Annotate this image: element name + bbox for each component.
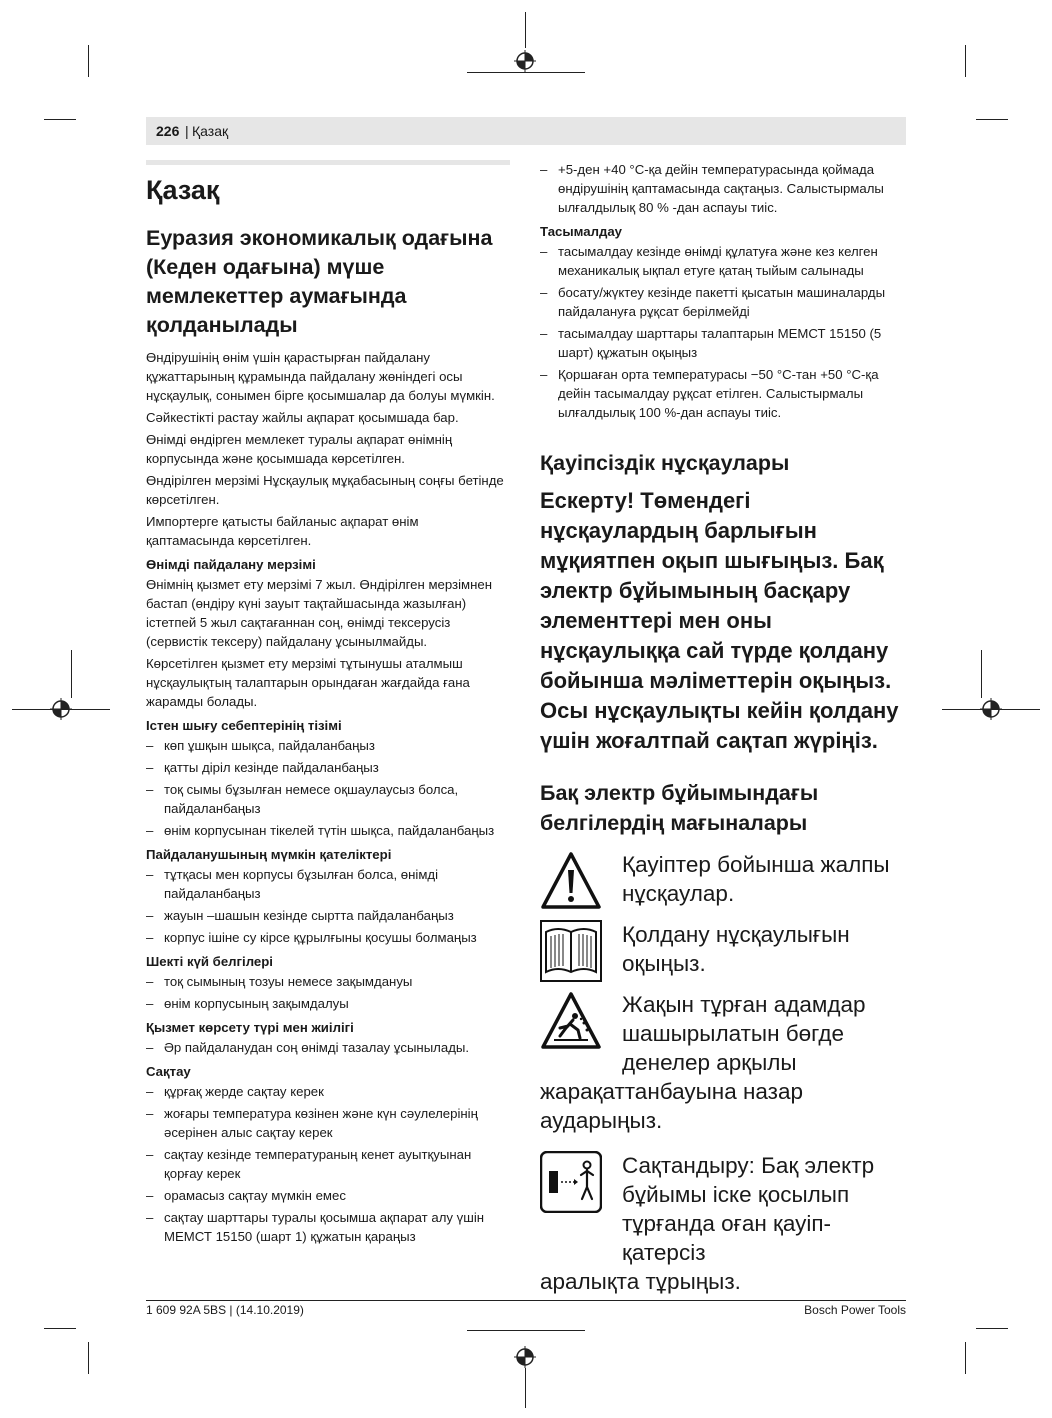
left-column xyxy=(146,160,510,1249)
page-number: 226 xyxy=(156,123,180,139)
symbol-row xyxy=(540,850,906,912)
footer-brand: Bosch Power Tools xyxy=(804,1303,906,1317)
symbol-row xyxy=(540,920,906,982)
symbol-row xyxy=(540,990,906,1077)
warning-triangle-icon xyxy=(540,850,602,912)
subheading-limit-signs: Шекті күй белгілері xyxy=(146,954,273,969)
crop-mark xyxy=(965,45,966,77)
symbol-text-continued: жарақаттанбауына назар аударыңыз. xyxy=(540,1079,804,1133)
intro-paragraph: Импортерге қатысты байланыс ақпарат өнім қаптамасында көрсетілген. xyxy=(146,514,419,548)
subheading-service: Қызмет көрсету түрі мен жиілігі xyxy=(146,1020,354,1035)
safety-heading: Қауіпсіздік нұсқаулары xyxy=(540,451,790,475)
list-item: – көп ұшқын шықса, пайдаланбаңыз xyxy=(146,736,510,755)
list-item: – корпус ішіне су кірсе құрылғыны қосушы болмаңыз xyxy=(146,928,510,947)
crop-mark xyxy=(467,72,585,73)
symbol-text: Қауіптер бойынша жалпы нұсқаулар. xyxy=(622,852,890,906)
crop-mark xyxy=(71,650,72,698)
registration-mark-icon xyxy=(50,698,72,720)
crop-mark xyxy=(976,1328,1008,1329)
crop-mark xyxy=(88,1342,89,1374)
subheading-transport: Тасымалдау xyxy=(540,224,622,239)
transport-list xyxy=(540,242,906,422)
subheading-storage: Сақтау xyxy=(146,1064,191,1079)
intro-paragraph: Өндірілген мерзімі Нұсқаулық мұқабасының соңғы бетінде көрсетілген. xyxy=(146,473,504,507)
intro-paragraph: Сәйкестікті растау жайлы ақпарат қосымшада бар. xyxy=(146,410,459,425)
list-item: – тасымалдау шарттары талаптарын МЕМСТ 15150 (5 шарт) құжатын оқыңыз xyxy=(540,324,906,362)
flying-debris-icon xyxy=(540,990,602,1052)
registration-mark-icon xyxy=(514,50,536,72)
storage-list-continued xyxy=(540,160,906,217)
list-item: – сақтау кезінде температураның кенет ауытқуынан қорғау керек xyxy=(146,1145,510,1183)
list-item: – тұтқасы мен корпусы бұзылған болса, өнімді пайдаланбаңыз xyxy=(146,865,510,903)
list-item: – өнім корпусының зақымдалуы xyxy=(146,994,510,1013)
right-column xyxy=(540,160,906,1296)
list-item: – сақтау шарттары туралы қосымша ақпарат алу үшін МЕМСТ 15150 (шарт 1) құжатын қараңыз xyxy=(146,1208,510,1246)
service-life-paragraph: Көрсетілген қызмет ету мерзімі тұтынушы аталмыш нұсқаулықтың талаптарын орындаған жағдайда ғана жарамды болады. xyxy=(146,656,470,709)
registration-mark-icon xyxy=(514,1346,536,1368)
section-heading: Еуразия экономикалық одағына (Кеден одағына) мүше мемлекеттер аумағында қолданылады xyxy=(146,226,493,337)
crop-mark xyxy=(525,12,526,48)
crop-mark xyxy=(981,650,982,698)
warning-text: Ескерту! Төмендегі нұсқаулардың барлығын мұқиятпен оқып шығыңыз. Бақ электр бұйымының басқару элементтері мен оны нұсқаулыққа сай түрде қолдану бойынша мәліметтерін оқыңыз. Осы нұсқаулықты кейін қолдану үшін жоғалтпай сақтап жүріңіз. xyxy=(540,488,899,753)
list-item: – тоқ сымы бұзылған немесе оқшаулаусыз болса, пайдаланбаңыз xyxy=(146,780,510,818)
symbol-text: Жақын тұрған адамдар шашырылатын бөгде денелер арқылы xyxy=(622,992,866,1075)
crop-mark xyxy=(44,1328,76,1329)
list-item: – тасымалдау кезінде өнімді құлатуға және кез келген механикалық ықпал етуге қатаң тыйым салынады xyxy=(540,242,906,280)
header-separator: | xyxy=(185,123,189,139)
symbol-text-continued: аралықта тұрыңыз. xyxy=(540,1269,741,1294)
section-rule xyxy=(146,160,510,165)
list-item: – тоқ сымының тозуы немесе зақымдануы xyxy=(146,972,510,991)
registration-mark-icon xyxy=(980,698,1002,720)
list-item: – құрғақ жерде сақтау керек xyxy=(146,1082,510,1101)
intro-paragraph: Өнімді өндірген мемлекет туралы ақпарат өнімнің корпусында және қосымшада көрсетілген. xyxy=(146,432,453,466)
storage-list xyxy=(146,1082,510,1246)
limit-signs-list xyxy=(146,972,510,1013)
list-item: – өнім корпусынан тікелей түтін шықса, пайдаланбаңыз xyxy=(146,821,510,840)
failure-list xyxy=(146,736,510,840)
safe-distance-icon xyxy=(540,1151,602,1213)
list-item: – Әр пайдаланудан соң өнімді тазалау ұсынылады. xyxy=(146,1038,510,1057)
list-item: – жоғары температура көзінен және күн сәулелерінің әсерінен алыс сақтау керек xyxy=(146,1104,510,1142)
manual-book-icon xyxy=(540,920,602,982)
intro-paragraph: Өндірушінің өнім үшін қарастырған пайдалану құжаттарының құрамында пайдалану жөніндегі осы нұсқаулық, сонымен бірге қосымшалар да болуы мүмкін. xyxy=(146,350,495,403)
subheading-failure: Істен шығу себептерінің тізімі xyxy=(146,718,342,733)
page-title: Қазақ xyxy=(146,175,220,205)
list-item: – босату/жүктеу кезінде пакетті қысатын машиналарды пайдалануға рұқсат берілмейді xyxy=(540,283,906,321)
footer-doc-id: 1 609 92A 5BS | (14.10.2019) xyxy=(146,1303,304,1317)
user-errors-list xyxy=(146,865,510,947)
crop-mark xyxy=(976,119,1008,120)
subheading-user-errors: Пайдаланушының мүмкін қателіктері xyxy=(146,847,392,862)
crop-mark xyxy=(88,45,89,77)
list-item: – қатты діріл кезінде пайдаланбаңыз xyxy=(146,758,510,777)
symbol-text: Қолдану нұсқаулығын оқыңыз. xyxy=(622,922,850,976)
header-language: Қазақ xyxy=(192,123,229,139)
symbols-heading: Бақ электр бұйымындағы белгілердің мағыналары xyxy=(540,781,819,835)
list-item: – орамасыз сақтау мүмкін емес xyxy=(146,1186,510,1205)
footer-rule xyxy=(146,1300,906,1301)
subheading-service-life: Өнімді пайдалану мерзімі xyxy=(146,557,316,572)
page-header xyxy=(146,117,906,145)
service-list xyxy=(146,1038,510,1057)
symbol-text: Сақтандыру: Бақ электр бұйымы іске қосылып тұрғанда оған қауіп-қатерсіз xyxy=(622,1153,875,1265)
crop-mark xyxy=(525,1368,526,1408)
list-item: – +5-ден +40 °C-қа дейін температурасында қоймада өндірушінің қаптамасында сақтаңыз. Салыстырмалы ылғалдылық 80 % -дан аспауы тиіс. xyxy=(540,160,906,217)
list-item: – жауын –шашын кезінде сыртта пайдаланбаңыз xyxy=(146,906,510,925)
crop-mark xyxy=(44,119,76,120)
symbol-row xyxy=(540,1151,906,1267)
crop-mark xyxy=(467,1330,585,1331)
crop-mark xyxy=(965,1342,966,1374)
service-life-paragraph: Өнімнің қызмет ету мерзімі 7 жыл. Өндірілген мерзімнен бастап (өндіру күні зауыт тақтайшасында жазылған) істетпей 5 жыл сақтағаннан соң, өнімді тексерусіз (сервистік тексеру) пайдалану ұсынылмайды. xyxy=(146,577,492,649)
list-item: – Қоршаған орта температурасы −50 °C-тан +50 °C-қа дейін тасымалдау рұқсат етілген. Салыстырмалы ылғалдылық 100 %-дан аспауы тиіс. xyxy=(540,365,906,422)
